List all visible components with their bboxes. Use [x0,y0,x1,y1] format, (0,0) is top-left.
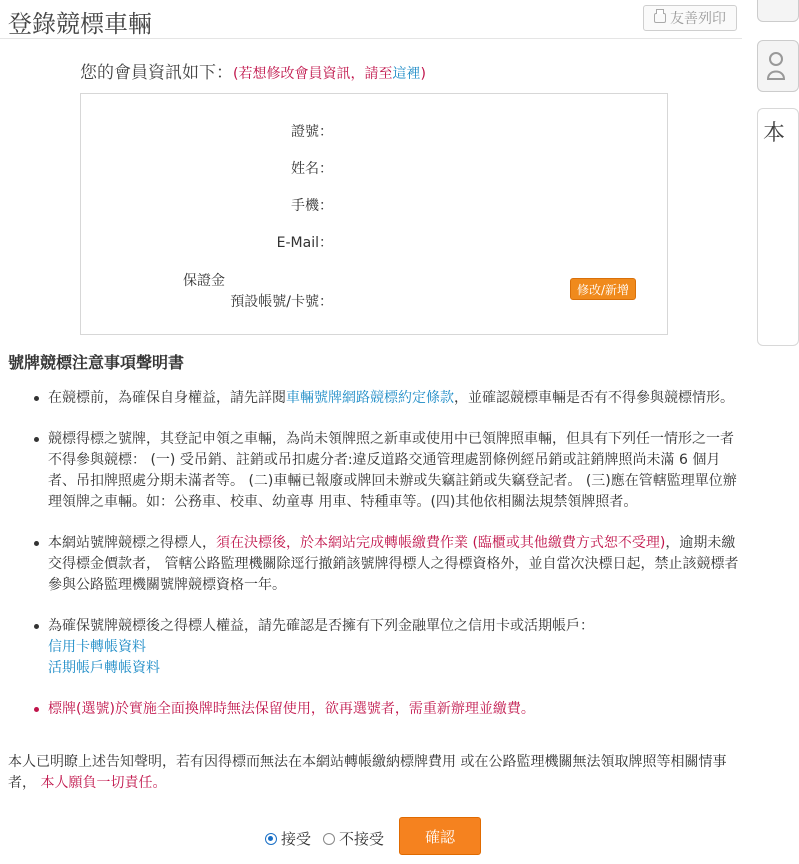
member-note-prefix: (若想修改會員資訊，請至 [233,66,393,82]
field-label-id: 證號： [291,124,333,140]
credit-card-link[interactable]: 信用卡轉帳資料 [48,639,146,655]
savings-account-link[interactable]: 活期帳戶轉帳資料 [48,660,160,676]
field-label-phone: 手機： [291,198,333,214]
declaration-item-4 [48,616,742,679]
item3-text: 本網站號牌競標之得標人， [48,535,216,551]
declaration-item-1 [48,388,742,409]
item3-warning: 須在決標後，於本網站完成轉帳繳費作業 (臨櫃或其他繳費方式恕不受理) [216,535,666,551]
final-statement-text: 本人已明瞭上述告知聲明，若有因得標而無法在本網站轉帳繳納標牌費用 或在公路監理機關無法領取牌照等相關情事者， [8,754,727,791]
field-label-deposit: 保證金 [183,273,225,289]
declaration-list [48,388,742,740]
member-info-note [233,66,426,82]
print-button-label: 友善列印 [670,11,726,27]
reject-option[interactable] [323,828,384,849]
accept-radio[interactable] [265,833,277,845]
confirm-button[interactable]: 確認 [399,817,481,855]
member-edit-link[interactable]: 這裡 [392,66,421,82]
declaration-item-5: 標牌(選號)於實施全面換牌時無法保留使用，欲再選號者，需重新辦理並繳費。 [48,699,742,720]
member-info-heading [80,58,426,83]
item4-text: 為確保號牌競標後之得標人權益，請先確認是否擁有下列金融單位之信用卡或活期帳戶： [48,618,594,634]
final-statement [8,752,742,794]
terms-link[interactable]: 車輛號牌網路競標約定條款 [286,390,454,406]
item1-text: 在競標前，為確保自身權益，請先詳閱 [48,390,286,406]
field-label-name: 姓名： [291,161,333,177]
declaration-title: 號牌競標注意事項聲明書 [8,353,185,372]
side-widget-top[interactable] [757,0,799,22]
reject-radio[interactable] [323,833,335,845]
member-info-heading-text: 您的會員資訊如下： [80,63,233,83]
print-button[interactable] [643,5,737,31]
accept-label: 接受 [281,830,312,848]
person-icon [766,50,786,80]
member-note-suffix: ) [420,66,426,82]
final-statement-warning: 本人願負一切責任。 [36,775,167,791]
field-label-email: E-Mail： [276,235,333,251]
declaration-item-3 [48,533,742,596]
declaration-item-2: 競標得標之號牌，其登記申領之車輛，為尚未領牌照之新車或使用中已領牌照車輛，但具有下列任一情形之一者不得參與競標： (一) 受吊銷、註銷或吊扣處分者:違反道路交通管理處罰條例經吊銷或註銷牌照尚未滿 6 個月者、吊扣牌照處分期未滿者等。 (二)車輛已報廢或牌回未辦或失竊註銷或失竊登記者。 (三)應在管轄監理單位辦理領牌之車輛。如：公務車、校車、幼童專 用車、特種車等。(四)其他依相關法規禁領牌照者。 [48,429,742,513]
reject-label: 不接受 [339,830,385,848]
printer-icon [654,13,666,23]
side-panel-title: 本 [763,121,786,146]
page-title: 登錄競標車輛 [8,10,152,38]
item3-text-after: ，逾期未繳交得標金價款者， 管轄公路監理機關除逕行撤銷該號牌得標人之得標資格外，並自當次決標日起，禁止該競標者參與公路監理機關號牌競標資格一年。 [48,535,739,593]
field-label-account: 預設帳號/卡號： [230,294,333,310]
edit-add-button[interactable]: 修改/新增 [570,278,636,300]
item1-text-after: ，並確認競標車輛是否有不得參與競標情形。 [454,390,734,406]
title-divider [0,38,742,39]
accept-option[interactable] [265,828,311,849]
